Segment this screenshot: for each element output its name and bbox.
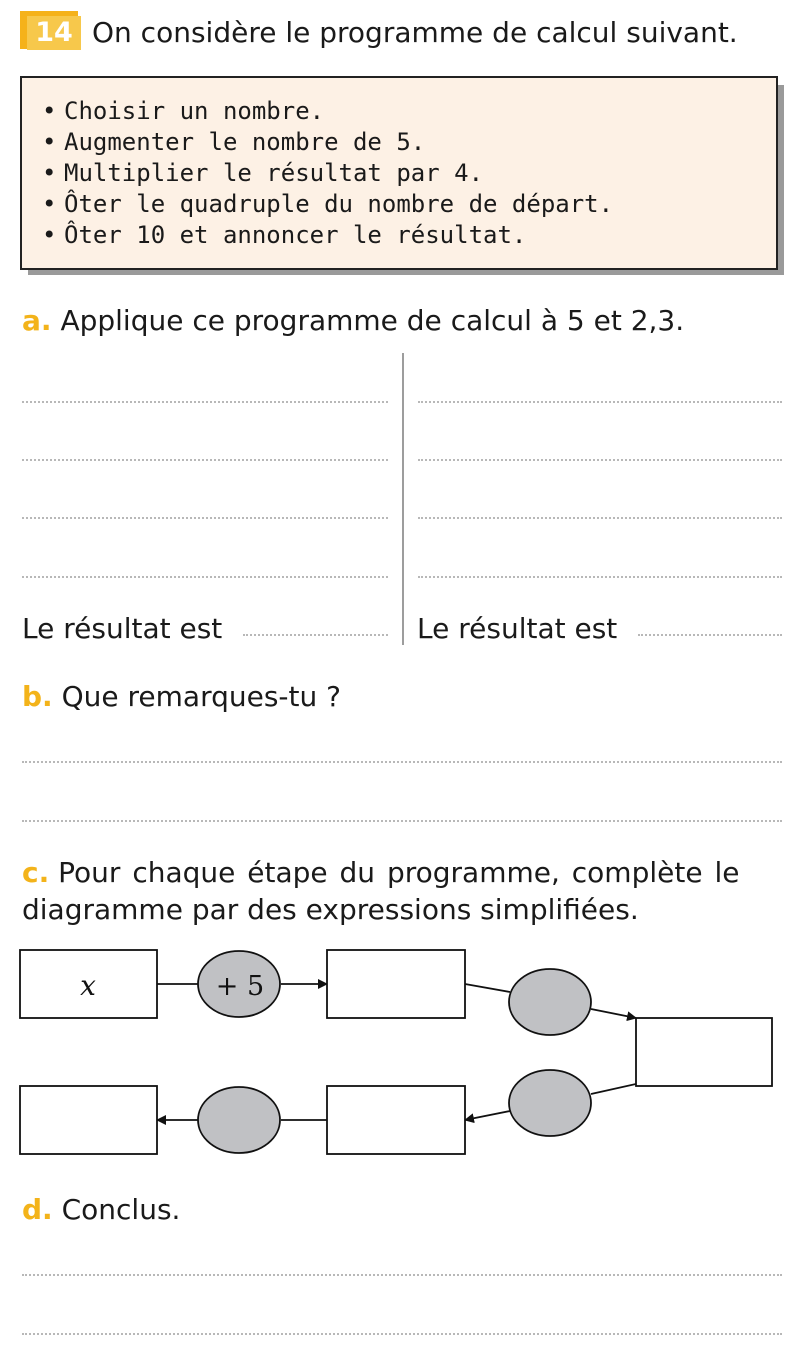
- question-a-text: Applique ce programme de calcul à 5 et 2,3.: [60, 304, 685, 337]
- question-d-text: Conclus.: [61, 1193, 181, 1226]
- question-a-label: a.: [22, 304, 52, 337]
- arrow-2: [591, 1009, 636, 1018]
- program-step: • Choisir un nombre.: [42, 97, 325, 125]
- connector-3: [591, 1084, 636, 1094]
- diagram-box-4[interactable]: [327, 1086, 465, 1154]
- diagram-box-result[interactable]: [20, 1086, 157, 1154]
- program-step: • Ôter 10 et annoncer le résultat.: [42, 221, 527, 249]
- arrow-3: [465, 1111, 510, 1120]
- exercise-title: On considère le programme de calcul suivant.: [92, 16, 738, 49]
- diagram-box-3[interactable]: [636, 1018, 772, 1086]
- program-step: • Ôter le quadruple du nombre de départ.: [42, 190, 614, 218]
- question-b-text: Que remarques-tu ?: [61, 680, 342, 713]
- start-variable-label: x: [80, 969, 96, 1002]
- answer-line-d-1[interactable]: [22, 1274, 782, 1276]
- operation-ellipse-4[interactable]: [198, 1087, 280, 1153]
- answer-line-d-2[interactable]: [22, 1333, 782, 1335]
- result-right-label: Le résultat est: [417, 612, 618, 645]
- diagram-box-2[interactable]: [327, 950, 465, 1018]
- program-step: • Multiplier le résultat par 4.: [42, 159, 484, 187]
- bullet-icon: •: [42, 159, 57, 187]
- question-d-label: d.: [22, 1193, 53, 1226]
- bullet-icon: •: [42, 190, 57, 218]
- operation-ellipse-2[interactable]: [509, 969, 591, 1035]
- question-b-label: b.: [22, 680, 53, 713]
- bullet-icon: •: [42, 97, 57, 125]
- question-c-line1: Pour chaque étape du programme, complète le: [58, 856, 740, 889]
- operation-ellipse-3[interactable]: [509, 1070, 591, 1136]
- question-d: [22, 1193, 180, 1227]
- bullet-icon: •: [42, 221, 57, 249]
- question-c-line2: diagramme par des expressions simplifiées.: [22, 893, 639, 926]
- exercise-number-badge: 14: [27, 16, 81, 50]
- bullet-icon: •: [42, 128, 57, 156]
- connector-2: [465, 984, 510, 992]
- question-c-label: c.: [22, 856, 50, 889]
- first-operation-label: + 5: [215, 971, 265, 1002]
- result-left-label: Le résultat est: [22, 612, 223, 645]
- program-step: • Augmenter le nombre de 5.: [42, 128, 426, 156]
